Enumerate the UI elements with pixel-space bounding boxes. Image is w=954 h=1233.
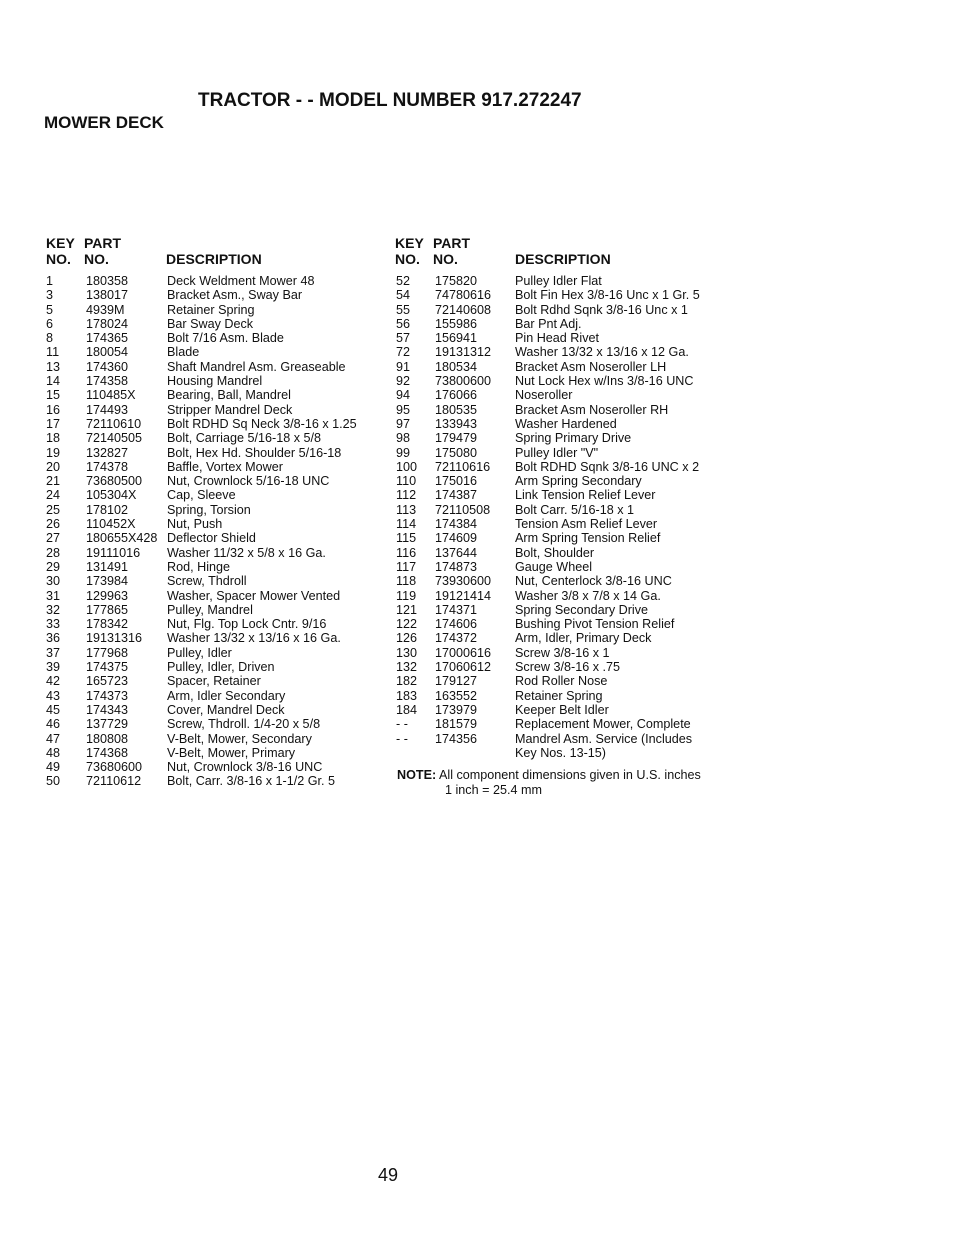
key-number: 21 (46, 474, 61, 489)
part-description: Housing Mandrel (167, 374, 263, 389)
parts-row (396, 303, 736, 317)
part-description: Bolt, Hex Hd. Shoulder 5/16-18 (167, 445, 342, 460)
part-description: Washer 13/32 x 13/16 x 12 Ga. (515, 345, 689, 360)
part-number: 177968 (86, 645, 129, 660)
parts-row (396, 474, 736, 488)
part-number: 174384 (435, 517, 478, 532)
part-number: 174606 (435, 617, 478, 632)
part-number: 155986 (435, 316, 478, 331)
part-description: Bolt Carr. 5/16-18 x 1 (515, 502, 635, 517)
part-description: Bolt Rdhd Sqnk 3/8-16 Unc x 1 (515, 302, 688, 317)
parts-row (396, 717, 736, 731)
parts-row (396, 546, 736, 560)
part-description: Screw 3/8-16 x 1 (515, 645, 610, 660)
part-description: Replacement Mower, Complete (515, 717, 691, 732)
key-number: 45 (46, 702, 61, 717)
key-number: 25 (46, 502, 61, 517)
part-number: 175016 (435, 474, 478, 489)
part-description: Nut, Centerlock 3/8-16 UNC (515, 574, 672, 589)
part-description: Bushing Pivot Tension Relief (515, 617, 675, 632)
part-number: 178024 (86, 316, 129, 331)
part-number: 174387 (435, 488, 478, 503)
part-description: Pulley, Idler (167, 645, 232, 660)
key-number: 183 (396, 688, 418, 703)
part-description: Pulley Idler Flat (515, 274, 602, 288)
part-description: Screw 3/8-16 x .75 (515, 660, 620, 675)
part-number: 131491 (86, 559, 129, 574)
parts-row (46, 531, 386, 545)
part-number: 180535 (435, 402, 478, 417)
part-description: Washer, Spacer Mower Vented (167, 588, 341, 603)
key-number: 14 (46, 374, 61, 389)
part-description: Key Nos. 13-15) (515, 745, 606, 760)
key-number: 112 (396, 488, 417, 503)
parts-row (46, 474, 386, 488)
parts-row (396, 360, 736, 374)
part-number: 174358 (86, 374, 129, 389)
part-description: Screw, Thdroll (167, 574, 247, 589)
key-number: 95 (396, 402, 411, 417)
dimension-note (397, 768, 701, 798)
key-number: 55 (396, 302, 411, 317)
key-number: 31 (46, 588, 61, 603)
part-description: Nut, Flg. Top Lock Cntr. 9/16 (167, 617, 327, 632)
part-description: Deflector Shield (167, 531, 256, 546)
part-number: 129963 (86, 588, 129, 603)
parts-row (396, 746, 736, 760)
right-header-key: KEY NO. (395, 235, 424, 267)
part-number: 180655X428 (86, 531, 158, 546)
part-description: Rod Roller Nose (515, 674, 608, 689)
part-number: 174371 (435, 602, 478, 617)
parts-row (46, 331, 386, 345)
key-number: - - (396, 731, 408, 746)
part-number: 178102 (86, 502, 129, 517)
parts-row (46, 660, 386, 674)
part-number: 133943 (435, 416, 478, 431)
part-number: 179127 (435, 674, 478, 689)
part-number: 72110610 (86, 416, 142, 431)
key-number: 49 (46, 760, 61, 775)
key-number: 48 (46, 745, 61, 760)
key-number: 1 (46, 274, 54, 288)
parts-row (396, 331, 736, 345)
part-number: 17060612 (435, 660, 492, 675)
part-description: Bar Sway Deck (167, 316, 254, 331)
key-number: 11 (46, 345, 60, 360)
parts-row (396, 417, 736, 431)
key-number: 36 (46, 631, 61, 646)
key-number: 42 (46, 674, 61, 689)
parts-row (46, 446, 386, 460)
parts-row (46, 631, 386, 645)
part-description: Bolt Fin Hex 3/8-16 Unc x 1 Gr. 5 (515, 288, 700, 303)
parts-row (46, 403, 386, 417)
part-description: V-Belt, Mower, Primary (167, 745, 296, 760)
key-number: 15 (46, 388, 61, 403)
key-number: 130 (396, 645, 418, 660)
part-number: 72110612 (86, 774, 142, 789)
part-number: 174343 (86, 702, 129, 717)
parts-row (396, 646, 736, 660)
parts-row (396, 317, 736, 331)
key-number: 33 (46, 617, 61, 632)
key-number: 5 (46, 302, 54, 317)
key-number: 26 (46, 517, 61, 532)
parts-row (396, 574, 736, 588)
parts-row (396, 460, 736, 474)
key-number: 113 (396, 502, 417, 517)
part-description: Retainer Spring (515, 688, 603, 703)
part-number: 72110508 (435, 502, 491, 517)
parts-row (46, 646, 386, 660)
part-number: 19131312 (435, 345, 492, 360)
key-number: 18 (46, 431, 61, 446)
parts-row (46, 617, 386, 631)
part-description: Washer 13/32 x 13/16 x 16 Ga. (167, 631, 341, 646)
part-number: 174372 (435, 631, 478, 646)
part-number: 179479 (435, 431, 478, 446)
parts-row (46, 746, 386, 760)
note-label: NOTE: (397, 768, 437, 782)
parts-row (46, 760, 386, 774)
part-number: 110485X (86, 388, 136, 403)
note-line-1: All component dimensions given in U.S. inches (439, 768, 701, 782)
part-description: Link Tension Relief Lever (515, 488, 656, 503)
key-number: 50 (46, 774, 61, 789)
parts-row (46, 560, 386, 574)
part-description: Screw, Thdroll. 1/4-20 x 5/8 (167, 717, 321, 732)
part-description: Pin Head Rivet (515, 331, 599, 346)
parts-row (396, 631, 736, 645)
part-number: 19131316 (86, 631, 143, 646)
left-header-description: DESCRIPTION (166, 251, 262, 267)
part-description: Spacer, Retainer (167, 674, 261, 689)
part-description: Rod, Hinge (167, 559, 231, 574)
key-number: 117 (396, 559, 417, 574)
parts-row (46, 503, 386, 517)
part-description: Deck Weldment Mower 48 (167, 274, 315, 288)
left-parts-list (46, 274, 386, 789)
key-number: 184 (396, 702, 418, 717)
parts-row (46, 274, 386, 288)
parts-row (396, 446, 736, 460)
parts-row (396, 531, 736, 545)
parts-row (396, 488, 736, 502)
key-number: - - (396, 717, 408, 732)
part-description: Pulley Idler "V" (515, 445, 599, 460)
parts-row (46, 703, 386, 717)
parts-row (46, 388, 386, 402)
parts-row (46, 460, 386, 474)
part-description: V-Belt, Mower, Secondary (167, 731, 312, 746)
part-number: 173984 (86, 574, 129, 589)
key-number: 94 (396, 388, 411, 403)
parts-row (46, 517, 386, 531)
left-header-key: KEY NO. (46, 235, 75, 267)
part-description: Bolt, Carriage 5/16-18 x 5/8 (167, 431, 322, 446)
key-number: 115 (396, 531, 417, 546)
key-number: 54 (396, 288, 411, 303)
key-number: 99 (396, 445, 411, 460)
part-description: Spring Secondary Drive (515, 602, 648, 617)
part-number: 73800600 (435, 374, 492, 389)
key-number: 57 (396, 331, 411, 346)
part-number: 19121414 (435, 588, 492, 603)
parts-row (46, 603, 386, 617)
part-number: 110452X (86, 517, 136, 532)
parts-row (46, 732, 386, 746)
part-description: Blade (167, 345, 200, 360)
part-number: 180054 (86, 345, 129, 360)
part-description: Tension Asm Relief Lever (515, 517, 658, 532)
part-number: 174373 (86, 688, 129, 703)
key-number: 56 (396, 316, 411, 331)
right-header-description: DESCRIPTION (515, 251, 611, 267)
parts-row (46, 774, 386, 788)
key-number: 20 (46, 459, 61, 474)
key-number: 182 (396, 674, 418, 689)
key-number: 3 (46, 288, 54, 303)
part-number: 138017 (86, 288, 129, 303)
part-description: Washer Hardened (515, 416, 617, 431)
part-description: Stripper Mandrel Deck (167, 402, 293, 417)
part-number: 4939M (86, 302, 125, 317)
key-number: 92 (396, 374, 411, 389)
key-number: 72 (396, 345, 411, 360)
section-title: MOWER DECK (44, 113, 164, 132)
key-number: 39 (46, 660, 61, 675)
part-description: Shaft Mandrel Asm. Greaseable (167, 359, 346, 374)
part-number: 174356 (435, 731, 478, 746)
key-number: 47 (46, 731, 61, 746)
parts-row (46, 360, 386, 374)
part-number: 105304X (86, 488, 137, 503)
key-number: 32 (46, 602, 61, 617)
part-description: Bracket Asm., Sway Bar (167, 288, 303, 303)
key-number: 132 (396, 660, 418, 675)
part-description: Spring Primary Drive (515, 431, 632, 446)
part-number: 174360 (86, 359, 129, 374)
right-parts-list (396, 274, 736, 760)
part-number: 174375 (86, 660, 129, 675)
part-description: Pulley, Mandrel (167, 602, 253, 617)
parts-row (46, 288, 386, 302)
part-number: 175820 (435, 274, 478, 288)
part-number: 175080 (435, 445, 478, 460)
left-header-part: PART NO. (84, 235, 122, 267)
part-number: 19111016 (86, 545, 141, 560)
part-number: 176066 (435, 388, 478, 403)
part-number: 137644 (435, 545, 478, 560)
part-description: Nut Lock Hex w/Ins 3/8-16 UNC (515, 374, 694, 389)
key-number: 19 (46, 445, 61, 460)
part-description: Nut, Crownlock 5/16-18 UNC (167, 474, 330, 489)
key-number: 6 (46, 316, 54, 331)
key-number: 118 (396, 574, 417, 589)
parts-row (396, 674, 736, 688)
parts-row (396, 560, 736, 574)
key-number: 29 (46, 559, 61, 574)
part-description: Spring, Torsion (167, 502, 251, 517)
key-number: 121 (396, 602, 418, 617)
part-description: Bearing, Ball, Mandrel (167, 388, 291, 403)
part-number: 174873 (435, 559, 478, 574)
part-number: 17000616 (435, 645, 492, 660)
parts-row (46, 674, 386, 688)
part-description: Washer 11/32 x 5/8 x 16 Ga. (167, 545, 326, 560)
part-number: 174609 (435, 531, 478, 546)
right-header-part: PART NO. (433, 235, 471, 267)
page-number: 49 (378, 1165, 399, 1185)
part-description: Mandrel Asm. Service (Includes (515, 731, 693, 746)
parts-row (396, 517, 736, 531)
part-number: 174378 (86, 459, 129, 474)
key-number: 43 (46, 688, 61, 703)
part-description: Washer 3/8 x 7/8 x 14 Ga. (515, 588, 661, 603)
part-description: Retainer Spring (167, 302, 255, 317)
part-number: 181579 (435, 717, 478, 732)
key-number: 24 (46, 488, 61, 503)
part-number: 163552 (435, 688, 478, 703)
part-description: Bar Pnt Adj. (515, 316, 582, 331)
part-description: Keeper Belt Idler (515, 702, 609, 717)
parts-row (396, 403, 736, 417)
parts-row (396, 589, 736, 603)
parts-row (46, 374, 386, 388)
part-description: Cover, Mandrel Deck (167, 702, 285, 717)
parts-row (396, 603, 736, 617)
parts-row (396, 660, 736, 674)
key-number: 17 (46, 416, 61, 431)
part-number: 72110616 (435, 459, 491, 474)
parts-row (396, 288, 736, 302)
parts-row (396, 503, 736, 517)
note-line-2: 1 inch = 25.4 mm (445, 783, 542, 797)
parts-row (396, 345, 736, 359)
parts-row (46, 574, 386, 588)
part-number: 165723 (86, 674, 129, 689)
parts-row (46, 417, 386, 431)
part-number: 72140505 (86, 431, 143, 446)
parts-row (46, 317, 386, 331)
part-description: Pulley, Idler, Driven (167, 660, 275, 675)
key-number: 37 (46, 645, 61, 660)
part-number: 156941 (435, 331, 478, 346)
part-number: 73680500 (86, 474, 143, 489)
parts-row (396, 388, 736, 402)
parts-row (396, 431, 736, 445)
key-number: 98 (396, 431, 411, 446)
part-number: 180534 (435, 359, 478, 374)
key-number: 52 (396, 274, 411, 288)
part-description: Bolt 7/16 Asm. Blade (167, 331, 284, 346)
parts-row (396, 274, 736, 288)
part-description: Baffle, Vortex Mower (167, 459, 283, 474)
part-description: Noseroller (515, 388, 573, 403)
parts-row (46, 488, 386, 502)
part-description: Arm Spring Secondary (515, 474, 642, 489)
parts-row (46, 689, 386, 703)
key-number: 46 (46, 717, 61, 732)
part-number: 173979 (435, 702, 478, 717)
part-description: Nut, Push (167, 517, 223, 532)
part-description: Bolt RDHD Sq Neck 3/8-16 x 1.25 (167, 416, 357, 431)
part-number: 72140608 (435, 302, 492, 317)
key-number: 16 (46, 402, 61, 417)
key-number: 30 (46, 574, 61, 589)
key-number: 97 (396, 416, 411, 431)
parts-row (396, 374, 736, 388)
page-title: TRACTOR - - MODEL NUMBER 917.272247 (198, 90, 582, 111)
parts-row (46, 303, 386, 317)
part-number: 178342 (86, 617, 129, 632)
parts-row (46, 345, 386, 359)
parts-row (46, 546, 386, 560)
part-number: 137729 (86, 717, 129, 732)
part-number: 174368 (86, 745, 129, 760)
part-description: Nut, Crownlock 3/8-16 UNC (167, 760, 323, 775)
key-number: 119 (396, 588, 417, 603)
parts-row (46, 589, 386, 603)
part-description: Bracket Asm Noseroller LH (515, 359, 667, 374)
part-description: Bolt RDHD Sqnk 3/8-16 UNC x 2 (515, 459, 700, 474)
part-number: 180358 (86, 274, 129, 288)
key-number: 28 (46, 545, 61, 560)
key-number: 91 (396, 359, 411, 374)
part-description: Bolt, Shoulder (515, 545, 595, 560)
part-number: 74780616 (435, 288, 492, 303)
key-number: 27 (46, 531, 61, 546)
parts-row (46, 431, 386, 445)
part-number: 180808 (86, 731, 129, 746)
parts-row (396, 617, 736, 631)
part-description: Arm Spring Tension Relief (515, 531, 661, 546)
part-number: 177865 (86, 602, 129, 617)
key-number: 100 (396, 459, 418, 474)
parts-row (396, 703, 736, 717)
part-description: Arm, Idler, Primary Deck (515, 631, 652, 646)
part-number: 174493 (86, 402, 129, 417)
part-description: Cap, Sleeve (167, 488, 236, 503)
part-number: 73930600 (435, 574, 492, 589)
key-number: 116 (396, 545, 417, 560)
part-description: Bolt, Carr. 3/8-16 x 1-1/2 Gr. 5 (167, 774, 335, 789)
key-number: 126 (396, 631, 418, 646)
part-number: 132827 (86, 445, 129, 460)
key-number: 122 (396, 617, 418, 632)
part-description: Bracket Asm Noseroller RH (515, 402, 669, 417)
part-number: 73680600 (86, 760, 143, 775)
key-number: 13 (46, 359, 61, 374)
key-number: 114 (396, 517, 417, 532)
key-number: 8 (46, 331, 54, 346)
part-description: Arm, Idler Secondary (167, 688, 286, 703)
parts-row (46, 717, 386, 731)
parts-row (396, 732, 736, 746)
key-number: 110 (396, 474, 417, 489)
part-description: Gauge Wheel (515, 559, 593, 574)
parts-row (396, 689, 736, 703)
part-number: 174365 (86, 331, 129, 346)
